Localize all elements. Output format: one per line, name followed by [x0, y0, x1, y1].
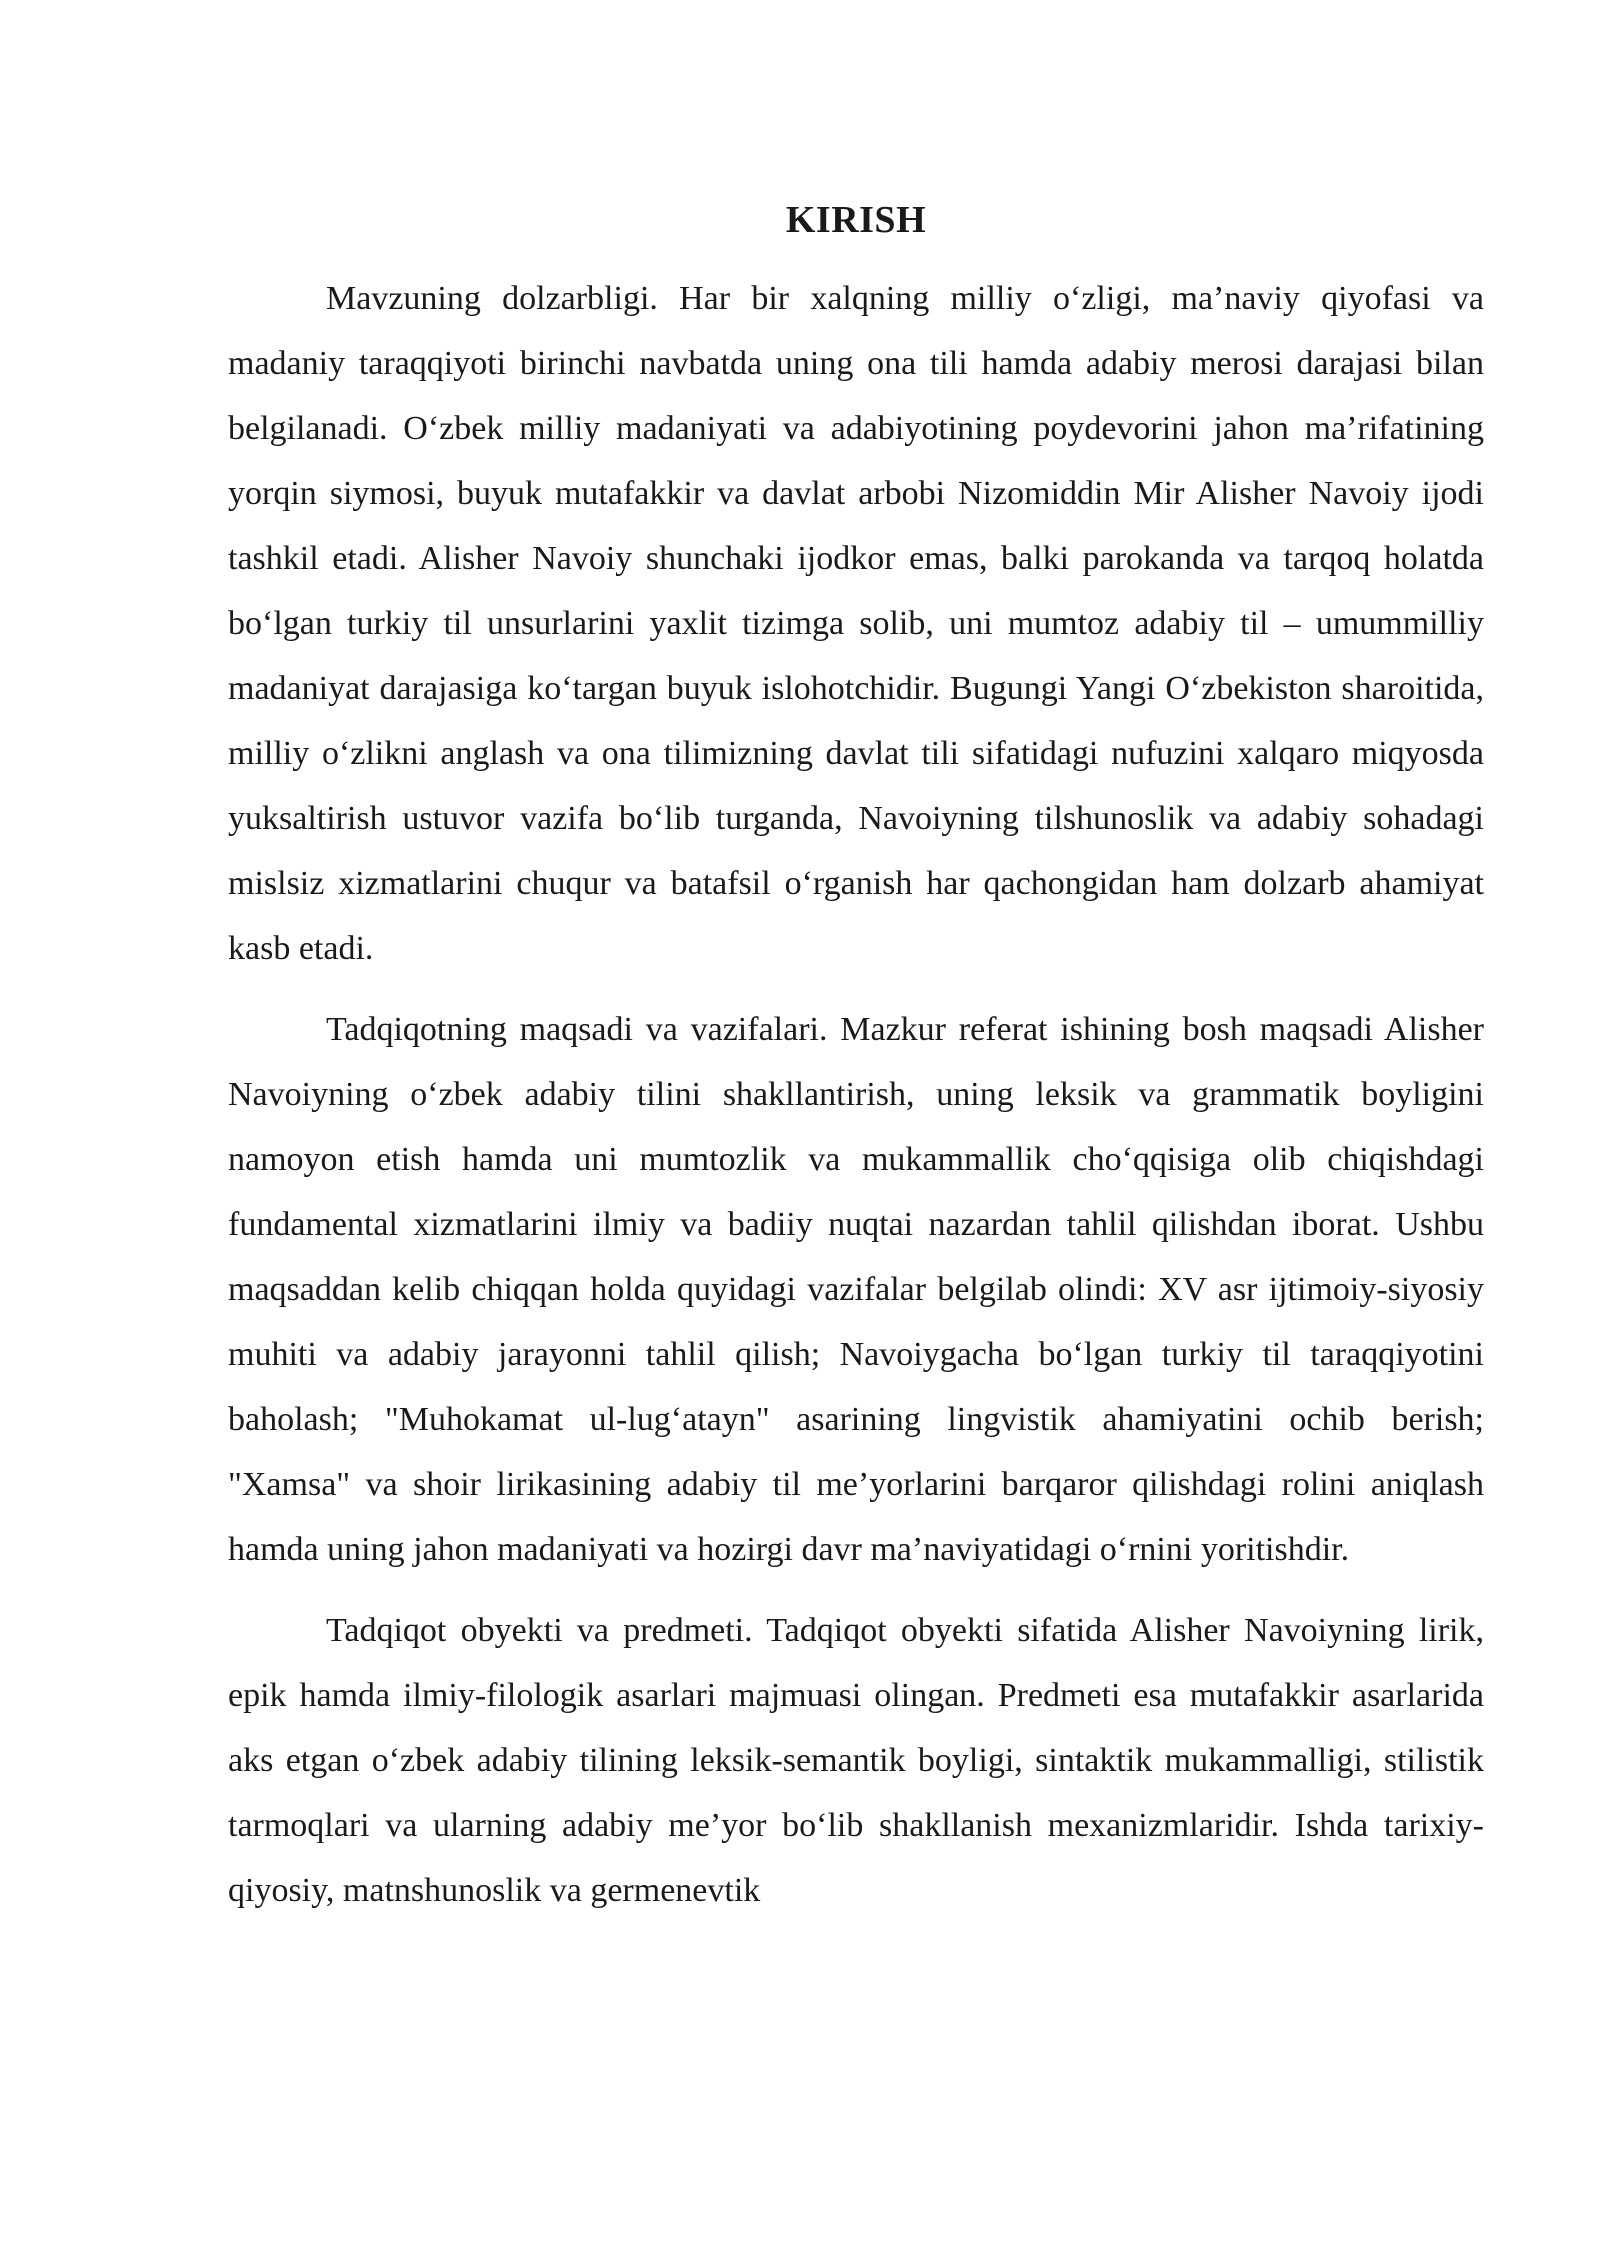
paragraph-relevance: Mavzuning dolzarbligi. Har bir xalqning milliy o‘zligi, ma’naviy qiyofasi va madaniy taraqqiyoti birinchi navbatda uning ona tili hamda adabiy merosi darajasi bilan belgilanadi. O‘zbek milliy madaniyati va adabiyotining poydevorini jahon ma’rifatining yorqin siymosi, buyuk mutafakkir va davlat arbobi Nizomiddin Mir Alisher Navoiy ijodi tashkil etadi. Alisher Navoiy shunchaki ijodkor emas, balki parokanda va tarqoq holatda bo‘lgan turkiy til unsurlarini yaxlit tizimga solib, uni mumtoz adabiy til – umummilliy madaniyat darajasiga ko‘targan buyuk islohotchidir. Bugungi Yangi O‘zbekiston sharoitida, milliy o‘zlikni anglash va ona tilimizning davlat tili sifatidagi nufuzini xalqaro miqyosda yuksaltirish ustuvor vazifa bo‘lib turganda, Navoiyning tilshunoslik va adabiy sohadagi mislsiz xizmatlarini chuqur va batafsil o‘rganish har qachongidan ham dolzarb ahamiyat kasb etadi. [228, 280, 1484, 967]
document-page [228, 190, 1484, 1939]
paragraph-goals: Tadqiqotning maqsadi va vazifalari. Mazkur referat ishining bosh maqsadi Alisher Navoiyning o‘zbek adabiy tilini shakllantirish, uning leksik va grammatik boyligini namoyon etish hamda uni mumtozlik va mukammallik cho‘qqisiga olib chiqishdagi fundamental xizmatlarini ilmiy va badiiy nuqtai nazardan tahlil qilishdan iborat. Ushbu maqsaddan kelib chiqqan holda quyidagi vazifalar belgilab olindi: XV asr ijtimoiy-siyosiy muhiti va adabiy jarayonni tahlil qilish; Navoiygacha bo‘lgan turkiy til taraqqiyotini baholash; "Muhokamat ul-lug‘atayn" asarining lingvistik ahamiyatini ochib berish; "Xamsa" va shoir lirikasining adabiy til me’yorlarini barqaror qilishdagi rolini aniqlash hamda uning jahon madaniyati va hozirgi davr ma’naviyatidagi o‘rnini yoritishdir. [228, 1011, 1484, 1568]
paragraph-object-subject: Tadqiqot obyekti va predmeti. Tadqiqot obyekti sifatida Alisher Navoiyning lirik, epik hamda ilmiy-filologik asarlari majmuasi olingan. Predmeti esa mutafakkir asarlarida aks etgan o‘zbek adabiy tilining leksik-semantik boyligi, sintaktik mukammalligi, stilistik tarmoqlari va ularning adabiy me’yor bo‘lib shakllanish mexanizmlaridir. Ishda tarixiy-qiyosiy, matnshunoslik va germenevtik [228, 1612, 1484, 1909]
section-heading: KIRISH [785, 199, 927, 241]
